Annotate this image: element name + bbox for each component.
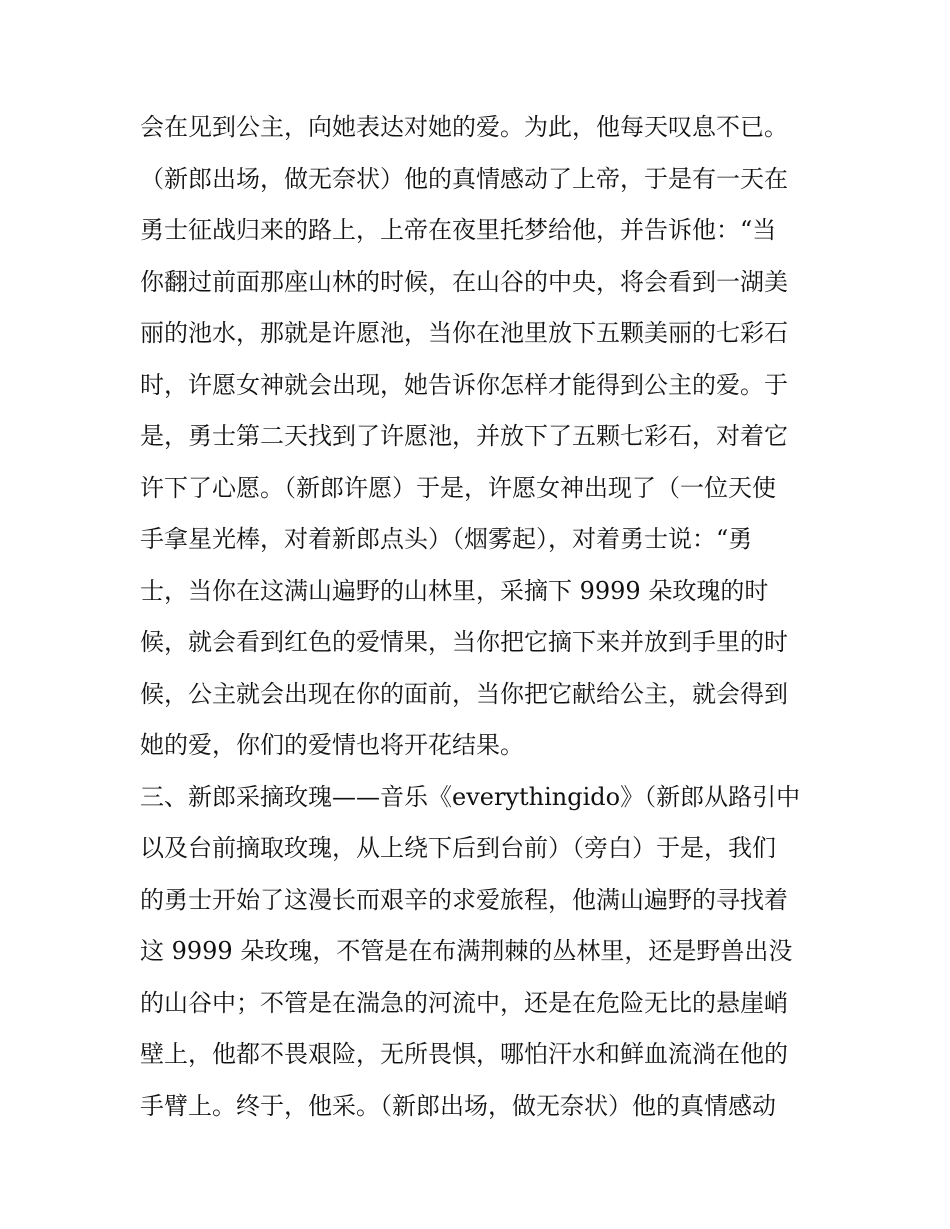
text-line: 以及台前摘取玫瑰，从上绕下后到台前）（旁白）于是，我们 (140, 834, 776, 862)
text-line: 会在见到公主，向她表达对她的爱。为此，他每天叹息不已。 (140, 113, 788, 141)
text-line: 丽的池水，那就是许愿池，当你在池里放下五颗美丽的七彩石 (140, 319, 788, 347)
text-line: 手拿星光棒，对着新郎点头）（烟雾起），对着勇士说：“勇 (140, 525, 753, 553)
section-heading-line: 三、新郎采摘玫瑰——音乐《everythingido》（新郎从路引中 (140, 782, 801, 811)
text-line: 勇士征战归来的路上，上帝在夜里托梦给他，并告诉他：“当 (140, 216, 777, 244)
text-line: 候，公主就会出现在你的面前，当你把它献给公主，就会得到 (140, 679, 788, 708)
text-line: （新郎出场，做无奈状）他的真情感动了上帝，于是有一天在 (140, 164, 788, 193)
text-line: 是，勇士第二天找到了许愿池，并放下了五颗七彩石，对着它 (140, 422, 788, 450)
text-line: 许下了心愿。（新郎许愿）于是，许愿女神出现了（一位天使 (140, 473, 776, 502)
body-text (140, 102, 820, 1132)
text-line: 的勇士开始了这漫长而艰辛的求爱旅程，他满山遍野的寻找着 (140, 885, 788, 914)
text-line: 手臂上。终于，他采。（新郎出场，做无奈状）他的真情感动 (140, 1091, 776, 1120)
text-line: 你翻过前面那座山林的时候，在山谷的中央，将会看到一湖美 (140, 267, 788, 296)
text-line: 她的爱，你们的爱情也将开花结果。 (140, 731, 524, 759)
text-line: 时，许愿女神就会出现，她告诉你怎样才能得到公主的爱。于 (140, 370, 788, 399)
text-line: 的山谷中；不管是在湍急的河流中，还是在危险无比的悬崖峭 (140, 988, 788, 1017)
text-line: 士，当你在这满山遍野的山林里，采摘下 9999 朵玫瑰的时 (140, 576, 769, 605)
text-line: 壁上，他都不畏艰险，无所畏惧，哪怕汗水和鲜血流淌在他的 (140, 1040, 788, 1068)
text-line: 候，就会看到红色的爱情果，当你把它摘下来并放到手里的时 (140, 628, 788, 656)
text-line: 这 9999 朵玫瑰，不管是在布满荆棘的丛林里，还是野兽出没 (140, 937, 793, 965)
